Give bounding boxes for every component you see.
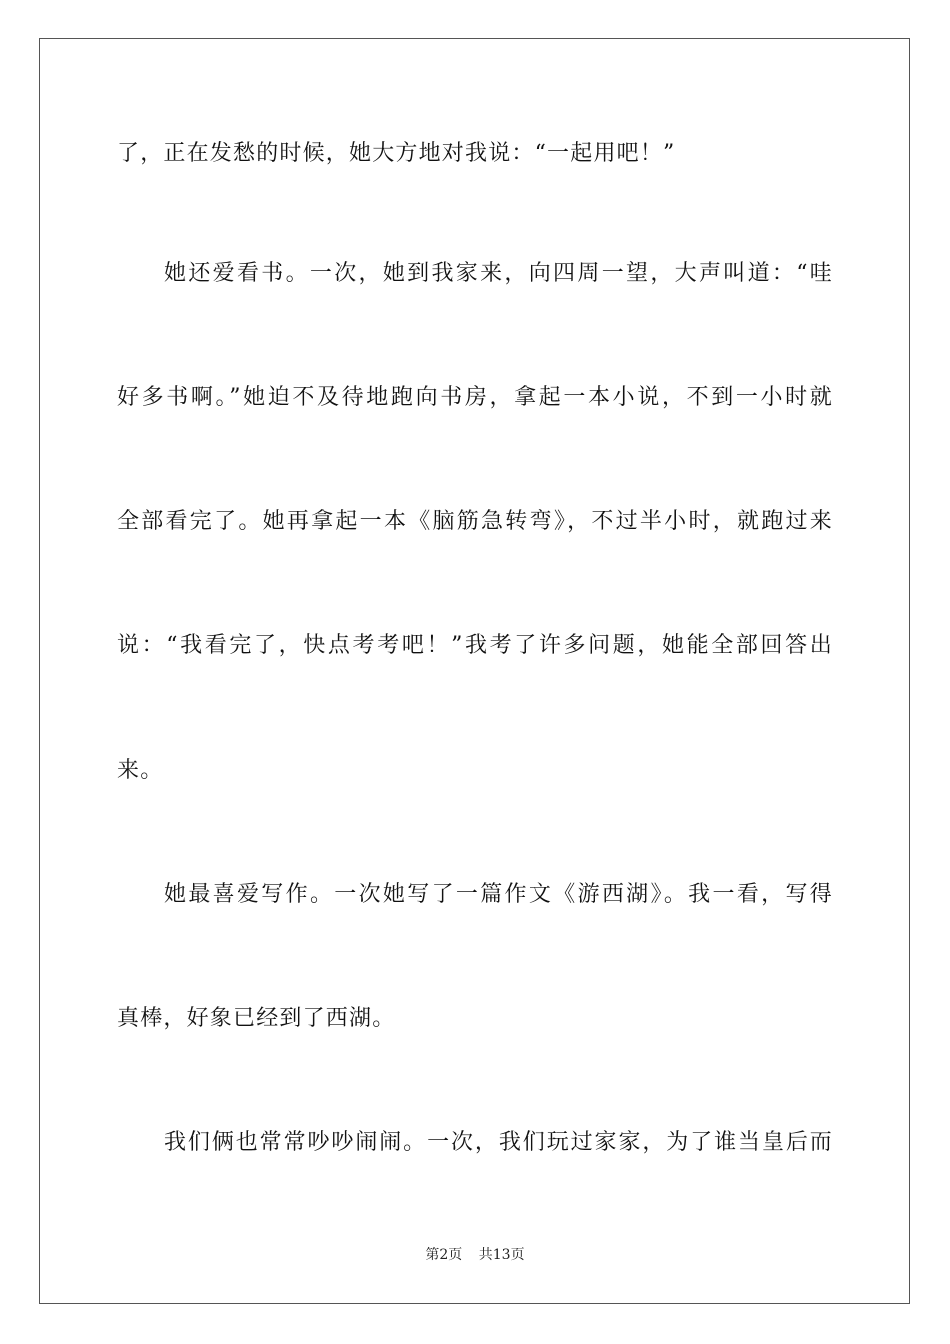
text-line-9: 我们俩也常常吵吵闹闹。一次，我们玩过家家，为了谁当皇后而 (164, 1130, 833, 1155)
page-number: 第2页 (425, 1247, 463, 1263)
text-line-1: 了，正在发愁的时候，她大方地对我说：“一起用吧！” (117, 141, 676, 166)
text-line-3: 好多书啊。”她迫不及待地跑向书房，拿起一本小说，不到一小时就 (117, 385, 833, 410)
text-line-8: 真棒，好象已经到了西湖。 (117, 1006, 396, 1031)
page-total: 共13页 (478, 1247, 525, 1263)
text-line-2: 她还爱看书。一次，她到我家来，向四周一望，大声叫道：“哇 (164, 261, 833, 286)
text-line-6: 来。 (117, 758, 164, 783)
page-border (39, 38, 910, 1304)
text-line-5: 说：“我看完了，快点考考吧！”我考了许多问题，她能全部回答出 (117, 633, 833, 658)
text-line-4: 全部看完了。她再拿起一本《脑筋急转弯》，不过半小时，就跑过来 (117, 509, 833, 534)
page-footer (0, 1246, 950, 1264)
text-line-7: 她最喜爱写作。一次她写了一篇作文《游西湖》。我一看，写得 (164, 882, 833, 907)
